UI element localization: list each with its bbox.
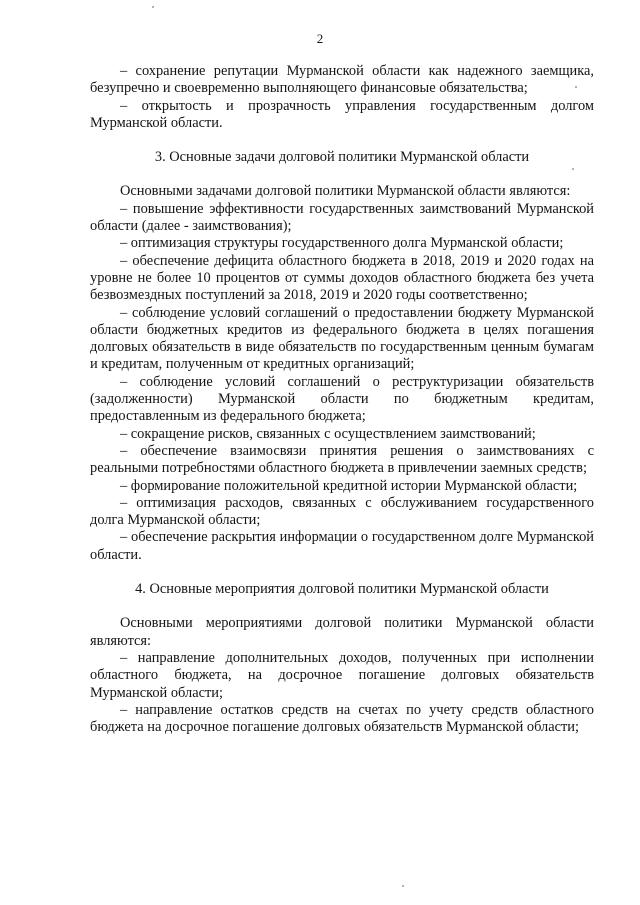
- paragraph: – повышение эффективности государственных заимствований Мурманской области (далее - заимствования);: [90, 200, 594, 235]
- paragraph: – обеспечение дефицита областного бюджета в 2018, 2019 и 2020 годах на уровне не более 10 процентов от суммы доходов областного бюджета без учета безвозмездных поступлений за 2018, 2019 и 2020 годы соответственно;: [90, 252, 594, 304]
- paragraph: – сокращение рисков, связанных с осуществлением заимствований;: [120, 425, 536, 442]
- paragraph: – сохранение репутации Мурманской области как надежного заемщика, безупречно и своевременно выполняющего финансовые обязательства;: [90, 63, 594, 97]
- page-number: 2: [316, 31, 324, 46]
- paragraph: – оптимизация структуры государственного долга Мурманской области;: [120, 235, 564, 252]
- paragraph: – направление дополнительных доходов, полученных при исполнении областного бюджета, на досрочное погашение долговых обязательств Мурманской области;: [90, 649, 594, 701]
- paragraph: – направление остатков средств на счетах по учету средств областного бюджета на досрочное погашение долговых обязательств Мурманской области;: [90, 701, 594, 736]
- paragraph: Основными мероприятиями долговой политики Мурманской области являются:: [90, 615, 594, 649]
- section-heading-3: 3. Основные задачи долговой политики Мурманской области: [154, 149, 530, 166]
- scan-speck: [572, 168, 574, 170]
- scan-speck: [152, 6, 154, 8]
- paragraph: – формирование положительной кредитной истории Мурманской области;: [120, 477, 578, 494]
- section-heading-4: 4. Основные мероприятия долговой политики Мурманской области: [135, 581, 549, 598]
- paragraph: – обеспечение раскрытия информации о государственном долге Мурманской области.: [90, 529, 594, 563]
- paragraph: – оптимизация расходов, связанных с обслуживанием государственного долга Мурманской области;: [90, 494, 594, 529]
- document-body: [90, 63, 594, 736]
- paragraph: Основными задачами долговой политики Мурманской области являются:: [120, 183, 571, 200]
- scan-speck: [575, 86, 577, 88]
- paragraph: – обеспечение взаимосвязи принятия решения о заимствованиях с реальными потребностями областного бюджета в привлечении заемных средств;: [90, 442, 594, 477]
- paragraph: – соблюдение условий соглашений о предоставлении бюджету Мурманской области бюджетных кредитов из федерального бюджета в целях погашения долговых обязательств в виде обязательств по государственным ценным бумагам и кредитам, полученным от кредитных организаций;: [90, 304, 594, 373]
- scan-speck: [402, 885, 404, 887]
- paragraph: – открытость и прозрачность управления государственным долгом Мурманской области.: [90, 97, 594, 131]
- paragraph: – соблюдение условий соглашений о реструктуризации обязательств (задолженности) Мурманской области по бюджетным кредитам, предоставленным из федерального бюджета;: [90, 373, 594, 425]
